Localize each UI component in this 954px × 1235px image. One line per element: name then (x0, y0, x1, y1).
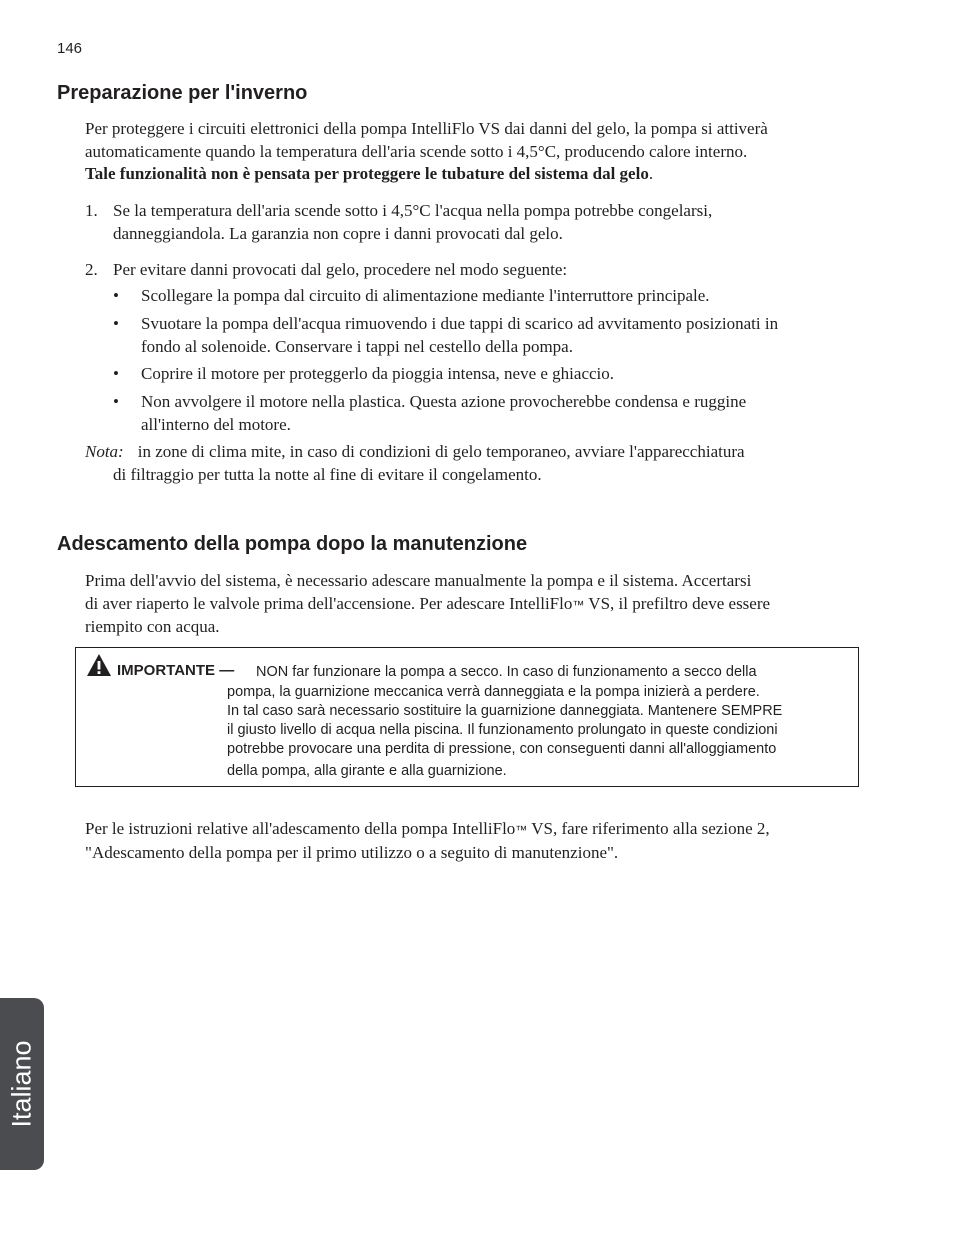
bullet-symbol: • (113, 364, 119, 383)
priming-intro-paragraph (85, 570, 855, 639)
bullet-line: Coprire il motore per proteggerlo da pioggia intensa, neve e ghiaccio. (141, 364, 615, 383)
bullet-item (113, 391, 853, 436)
item-number: 2. (85, 260, 98, 279)
item-number: 1. (85, 201, 98, 220)
note-line: in zone di clima mite, in caso di condizioni di gelo temporaneo, avviare l'apparecchiatura (137, 442, 745, 461)
important-warning-box (75, 647, 859, 787)
note-label: Nota: (85, 442, 124, 461)
closing-text: VS, fare riferimento alla sezione 2, (527, 819, 770, 838)
bullet-line: Svuotare la pompa dell'acqua rimuovendo i due tappi di scarico ad avvitamento posizionati in (141, 314, 779, 333)
intro-text: di aver riaperto le valvole prima dell'accensione. Per adescare IntelliFlo (85, 593, 573, 613)
intro-line (85, 593, 855, 617)
bullet-line: Non avvolgere il motore nella plastica. Questa azione provocherebbe condensa e ruggine (141, 392, 747, 411)
important-label: IMPORTANTE — (117, 662, 235, 679)
item-line: danneggiandola. La garanzia non copre i danni provocati dal gelo. (113, 223, 563, 243)
trademark-symbol: ™ (572, 597, 585, 612)
item-line: Se la temperatura dell'aria scende sotto i 4,5°C l'acqua nella pompa potrebbe congelarsi, (113, 201, 713, 220)
bullet-item (113, 313, 853, 358)
closing-line (85, 818, 865, 842)
closing-text: Per le istruzioni relative all'adescamento della pompa IntelliFlo (85, 819, 516, 838)
bullet-item (113, 363, 853, 386)
intro-bold-line (85, 163, 865, 186)
intro-line: riempito con acqua. (85, 617, 220, 636)
important-line: il giusto livello di acqua nella piscina. Il funzionamento prolungato in queste condizioni (227, 722, 778, 738)
bullet-symbol: • (113, 314, 119, 333)
language-tab (0, 998, 44, 1170)
numbered-item (85, 259, 865, 282)
note-paragraph (85, 441, 845, 486)
page-number: 146 (57, 40, 83, 57)
numbered-item (85, 200, 865, 245)
important-line: potrebbe provocare una perdita di pressione, con conseguenti danni all'alloggiamento (227, 741, 777, 757)
intro-bold-text: Tale funzionalità non è pensata per proteggere le tubature del sistema dal gelo (85, 164, 649, 183)
intro-bold-period: . (648, 164, 654, 183)
closing-line: "Adescamento della pompa per il primo utilizzo o a seguito di manutenzione". (85, 842, 619, 862)
bullet-line: fondo al solenoide. Conservare i tappi nel cestello della pompa. (141, 336, 573, 356)
bullet-symbol: • (113, 392, 119, 411)
intro-line: Prima dell'avvio del sistema, è necessario adescare manualmente la pompa e il sistema. Accertarsi (85, 571, 752, 590)
important-line: In tal caso sarà necessario sostituire la guarnizione danneggiata. Mantenere SEMPRE (227, 703, 783, 719)
item-line: Per evitare danni provocati dal gelo, procedere nel modo seguente: (113, 260, 568, 279)
bullet-line: Scollegare la pompa dal circuito di alimentazione mediante l'interruttore principale. (141, 286, 710, 305)
warning-triangle-icon (86, 653, 112, 677)
intro-line: automaticamente quando la temperatura dell'aria scende sotto i 4,5°C, producendo calore interno. (85, 141, 748, 161)
intro-line: Per proteggere i circuiti elettronici della pompa IntelliFlo VS dai danni del gelo, la pompa si attiverà (85, 119, 768, 138)
section-heading-priming: Adescamento della pompa dopo la manutenzione (57, 533, 528, 555)
bullet-symbol: • (113, 286, 119, 305)
trademark-symbol: ™ (515, 823, 528, 837)
bullet-item (113, 285, 853, 308)
section-heading-winterizing: Preparazione per l'inverno (57, 82, 308, 104)
bullet-line: all'interno del motore. (141, 414, 291, 434)
important-line: pompa, la guarnizione meccanica verrà danneggiata e la pompa inizierà a perdere. (227, 684, 760, 700)
winterizing-intro-paragraph (85, 118, 865, 186)
note-line: di filtraggio per tutta la notte al fine di evitare il congelamento. (113, 464, 542, 484)
priming-closing-paragraph (85, 818, 865, 864)
language-tab-label: Italiano (6, 1040, 37, 1128)
important-line: NON far funzionare la pompa a secco. In caso di funzionamento a secco della (256, 664, 757, 680)
intro-text: VS, il prefiltro deve essere (584, 593, 771, 613)
important-line: della pompa, alla girante e alla guarnizione. (227, 763, 507, 779)
